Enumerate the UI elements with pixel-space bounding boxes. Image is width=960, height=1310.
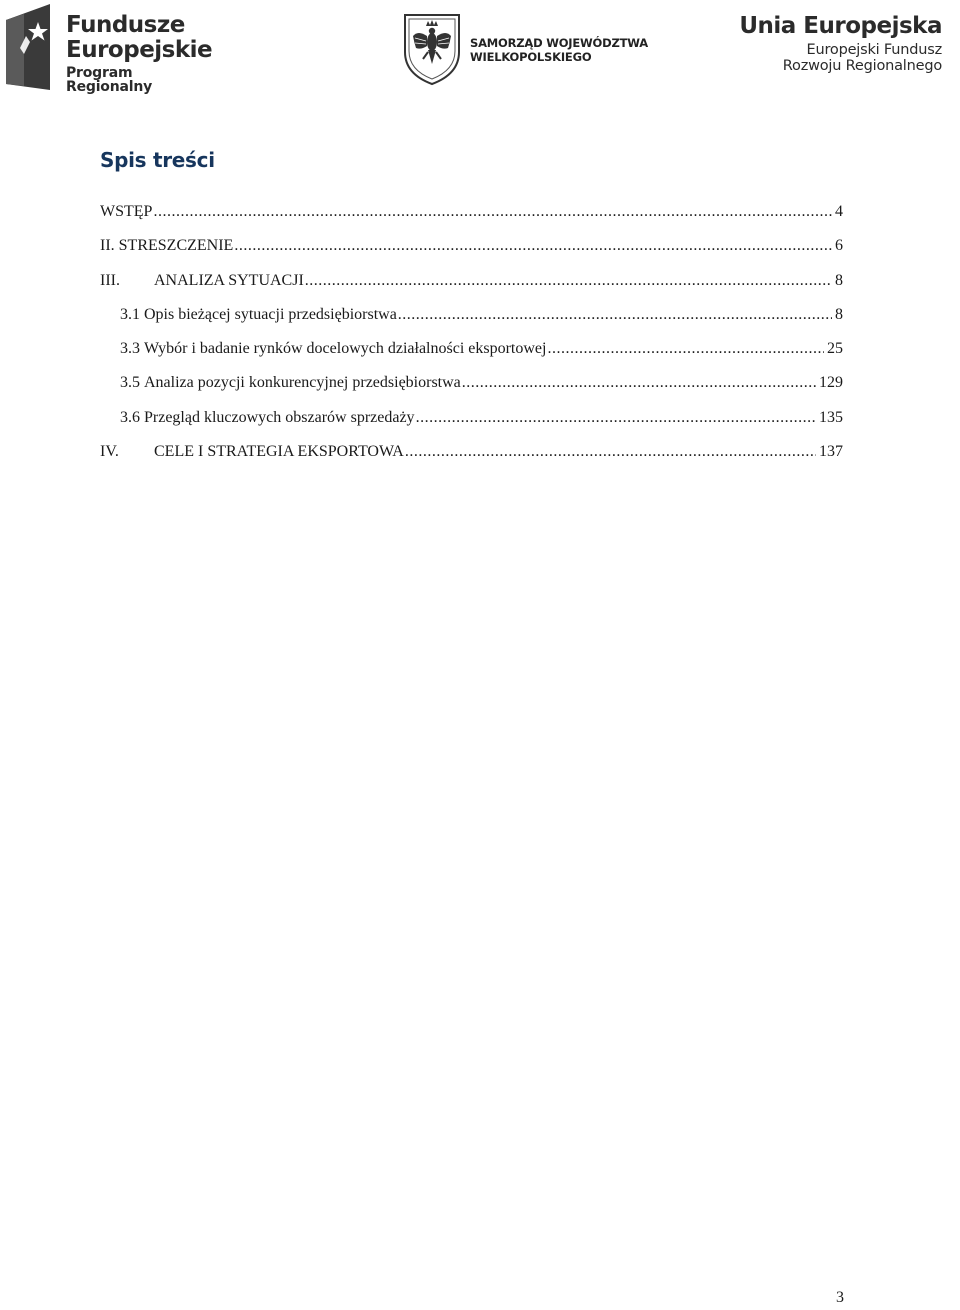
region-logo-line2: WIELKOPOLSKIEGO — [470, 50, 592, 65]
toc-entry-text: Analiza pozycji konkurencyjnej przedsiębiorstwa — [144, 374, 461, 392]
toc-entry[interactable] — [100, 443, 843, 477]
toc-entry-text: WSTĘP — [100, 203, 153, 220]
toc-entry[interactable] — [100, 203, 843, 237]
toc-entry[interactable] — [100, 237, 843, 271]
funds-logo-line3: Program Regionalny — [66, 65, 153, 95]
toc-entry-leader — [305, 272, 832, 290]
toc-entry-number: 3.5 — [120, 374, 140, 392]
funds-logo-line1: Fundusze — [66, 12, 185, 38]
toc-entry-text: Przegląd kluczowych obszarów sprzedaży — [144, 408, 415, 426]
funds-logo — [4, 2, 214, 95]
toc-entry-page: 6 — [835, 237, 843, 255]
toc-entry-number: 3.1 — [120, 305, 140, 323]
toc-entry-text: Opis bieżącej sytuacji przedsiębiorstwa — [144, 305, 397, 323]
funds-logo-line2: Europejskie — [66, 37, 213, 63]
document-header — [0, 0, 960, 100]
toc-entry-text: Wybór i badanie rynków docelowych działalności eksportowej — [144, 340, 547, 358]
toc-entry[interactable] — [100, 306, 843, 340]
toc-entry-leader — [416, 409, 816, 427]
toc-entry-text: ANALIZA SYTUACJI — [154, 271, 304, 289]
toc-entry-page: 8 — [835, 271, 843, 289]
toc-entry-number: II. — [100, 237, 115, 255]
eu-logo-line2: Europejski Fundusz — [806, 42, 942, 59]
toc-entry-page: 8 — [835, 305, 843, 323]
toc-entry-number: III. — [100, 271, 120, 289]
toc-entry-leader — [547, 340, 824, 358]
toc-entry-number: 3.3 — [120, 340, 140, 358]
funds-logo-text — [66, 14, 214, 94]
toc-entry-text: CELE I STRATEGIA EKSPORTOWA — [154, 443, 404, 461]
toc-entry-page: 25 — [827, 340, 843, 358]
toc-entry-leader — [153, 203, 832, 221]
toc-entry-leader — [462, 374, 816, 392]
toc-entry-page: 135 — [819, 408, 843, 426]
toc-entry-number: IV. — [100, 443, 119, 461]
toc-entry[interactable] — [100, 272, 843, 306]
toc-entry-text: STRESZCZENIE — [118, 237, 234, 255]
toc-entry-leader — [398, 306, 832, 324]
toc-entry-page: 4 — [835, 203, 843, 220]
eu-logo-line3: Rozwoju Regionalnego — [782, 58, 942, 75]
page-number: 3 — [836, 1289, 844, 1306]
eagle-crest-icon — [402, 12, 462, 86]
eu-logo-line1: Unia Europejska — [739, 13, 942, 39]
region-logo-line1: SAMORZĄD WOJEWÓDZTWA — [470, 36, 648, 50]
toc-list — [100, 203, 843, 477]
toc-entry[interactable] — [100, 409, 843, 443]
toc-entry[interactable] — [100, 340, 843, 374]
toc-entry-leader — [234, 237, 832, 255]
toc-title: Spis treści — [100, 148, 215, 172]
toc-entry-page: 129 — [819, 374, 843, 392]
toc-entry-leader — [405, 443, 816, 461]
toc-entry-number: 3.6 — [120, 408, 140, 426]
region-logo — [402, 12, 648, 88]
funds-flag-icon — [4, 2, 54, 90]
region-logo-text — [470, 36, 648, 65]
toc-entry-page: 137 — [819, 443, 843, 461]
toc-entry[interactable] — [100, 374, 843, 408]
eu-logo — [739, 14, 942, 75]
